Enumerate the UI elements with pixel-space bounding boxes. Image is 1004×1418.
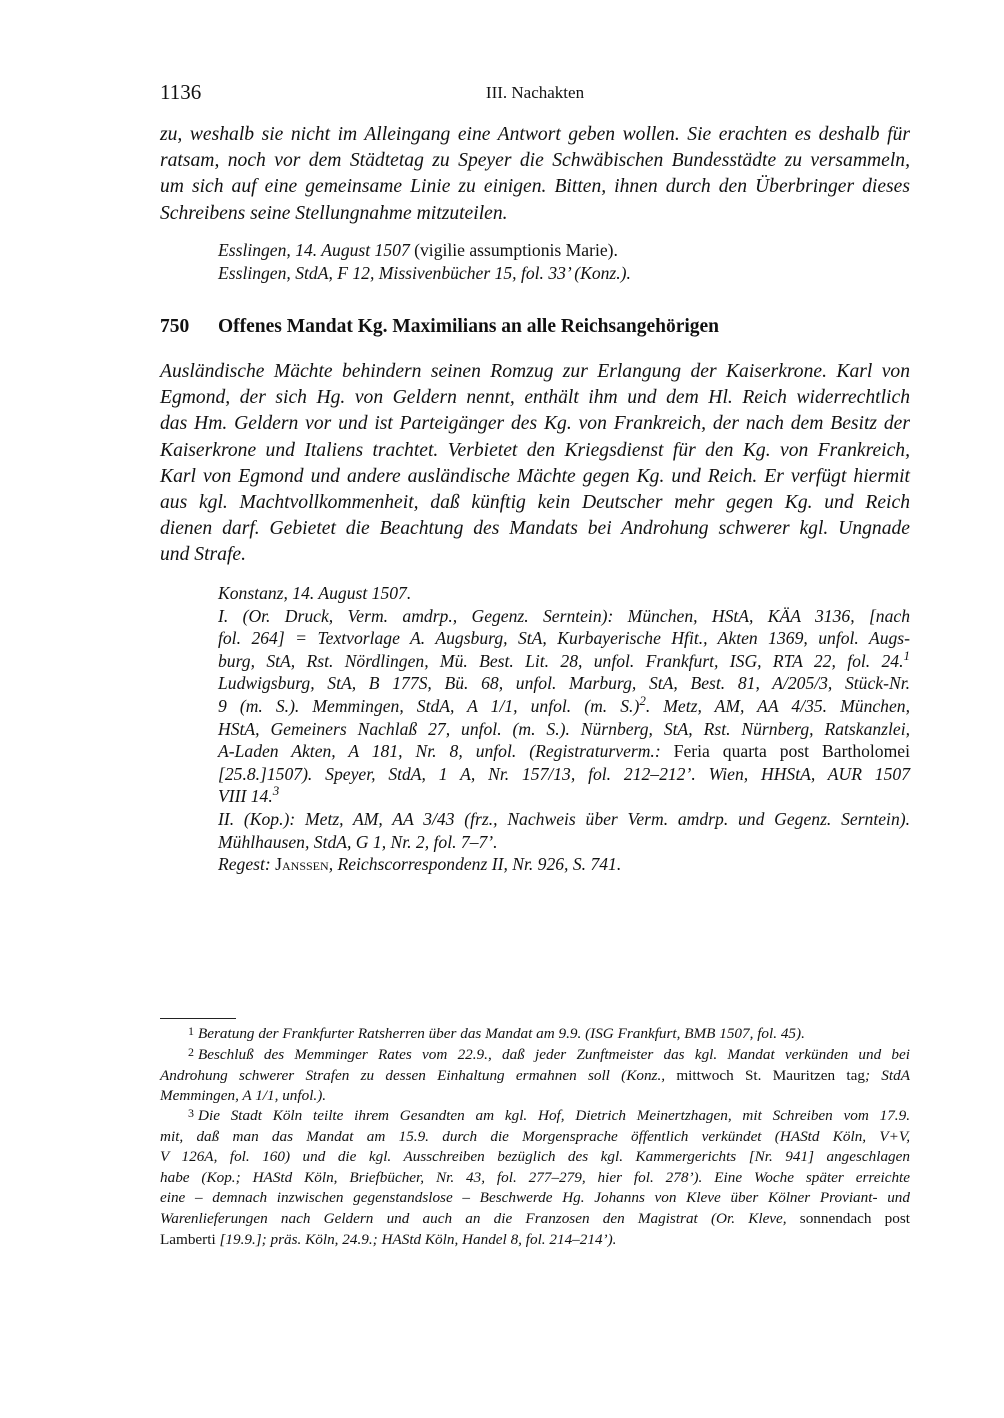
page-number: 1136 xyxy=(160,80,202,104)
summary-line: aus kgl. Machtvollkommenheit, daß künftig kein Deutscher mehr gegen Kg. und Reich xyxy=(160,492,910,514)
footnote-2 xyxy=(160,1042,910,1107)
running-header xyxy=(160,80,910,108)
footnote-text: Warenlieferungen nach Geldern und auch an die Franzosen den Magistrat (Or. Kleve, xyxy=(160,1209,800,1227)
source-line xyxy=(218,647,910,673)
date-gloss: (vigilie assumptionis Marie). xyxy=(409,240,618,260)
footnote-ref[interactable]: 3 xyxy=(272,783,280,799)
source-text: VIII 14. xyxy=(218,786,273,807)
footnote-line: V 126A, fol. 160) und die kgl. Ausschreiben bezüglich des kgl. Kammergerichts [Nr. 941] angeschlagen xyxy=(160,1148,910,1166)
source-line xyxy=(218,692,910,718)
summary-line: Ausländische Mächte behindern seinen Romzug zur Erlangung der Kaiserkrone. Karl von xyxy=(160,361,910,382)
quoted-note: mittwoch St. Mauritzen tag xyxy=(676,1066,865,1084)
footnote-text: Androhung schwerer Strafen zu dessen Einhaltung ermahnen soll (Konz., xyxy=(160,1066,677,1084)
footnote-line: eine – demnach inzwischen gegenstandslose – Beschwerde Hg. Johanns von Kleve über Kölner Proviant- und xyxy=(160,1189,910,1207)
summary-line: um sich auf eine gemeinsame Linie zu einigen. Bitten, ihnen durch den Überbringer dieses xyxy=(160,176,910,198)
footnote-text: [19.9.]; präs. Köln, 24.9.; HAStd Köln, Handel 8, fol. 214–214’). xyxy=(215,1230,617,1248)
footnote-text: ; StdA xyxy=(864,1066,910,1084)
footnote-separator xyxy=(160,1018,236,1019)
entry-title: Offenes Mandat Kg. Maximilians an alle Reichsangehörigen xyxy=(218,316,720,337)
source-line xyxy=(218,785,910,808)
regest-author: Janssen xyxy=(275,854,329,875)
footnote-text: Die Stadt Köln teilte ihrem Gesandten am kgl. Hof, Dietrich Meinertzhagen, mit Schreiben vom 17.9. xyxy=(198,1107,910,1124)
source-line: Esslingen, StdA, F 12, Missivenbücher 15, fol. 33’ (Konz.). xyxy=(218,262,631,283)
regest-line xyxy=(218,853,910,876)
date-line: Konstanz, 14. August 1507. xyxy=(218,583,412,603)
summary-line: Karl von Egmond und andere ausländische Mächte gegen Kg. und Reich. Er verfügt hiermit xyxy=(160,465,910,487)
source-line: [25.8.]1507). Speyer, StdA, 1 A, Nr. 157/13, fol. 212–212’. Wien, HHStA, AUR 1507 xyxy=(218,763,910,784)
entry-number: 750 xyxy=(160,316,190,337)
source-line: I. (Or. Druck, Verm. amdrp., Gegenz. Serntein): München, HStA, KÄA 3136, [nach xyxy=(218,605,910,626)
source-text: A-Laden Akten, A 181, Nr. 8, unfol. (Registraturverm.: xyxy=(218,741,674,762)
footnote-ref[interactable]: 2 xyxy=(639,692,646,708)
summary-line: das Hm. Geldern vor und ist Parteigänger des Kg. von Frankreich, der nach dem Besitz der xyxy=(160,413,910,435)
summary-line: und Strafe. xyxy=(160,544,246,566)
quoted-note: sonnendach post xyxy=(799,1209,910,1227)
footnote-mark: 3 xyxy=(188,1106,194,1120)
footnote-3 xyxy=(160,1103,910,1250)
footnote-line xyxy=(160,1066,910,1087)
footnote-line: Memmingen, A 1/1, unfol.). xyxy=(160,1087,327,1105)
footnote-mark: 1 xyxy=(188,1024,194,1038)
footnote-line: habe (Kop.; HAStd Köln, Briefbücher, Nr. 43, fol. 277–279, hier fol. 278’). Eine Woche später erreichte xyxy=(160,1168,910,1186)
footnote-text: Beschluß des Memminger Rates vom 22.9., daß jeder Zunftmeister das kgl. Mandat verkünden und bei xyxy=(198,1046,910,1063)
footnote-mark: 2 xyxy=(188,1045,194,1059)
previous-entry-dating xyxy=(218,239,910,284)
footnote-line xyxy=(160,1103,910,1127)
regest-label: Regest: xyxy=(218,854,276,875)
footnote-line xyxy=(160,1209,910,1230)
summary-line: Kaiserkrone und Italiens trachtet. Verbietet den Kriegsdienst für den Kg. von Frankreich, xyxy=(160,439,910,461)
footnote-line xyxy=(160,1042,910,1066)
date-line xyxy=(218,239,910,262)
entry-summary xyxy=(160,359,910,569)
footnote-line: mit, daß man das Mandat am 15.9. durch die Morgensprache öffentlich verkündet (HAStd Köln, V+V, xyxy=(160,1127,910,1145)
footnote-ref[interactable]: 1 xyxy=(903,647,910,663)
source-text: 9 (m. S.). Memmingen, StdA, A 1/1, unfol. (m. S.) xyxy=(218,695,640,716)
summary-line: Egmond, der sich Hg. von Geldern nennt, enthält ihm und dem Hl. Reich widerrechtlich xyxy=(160,387,910,409)
previous-entry-summary xyxy=(160,122,910,227)
footnote-line xyxy=(160,1230,910,1251)
summary-line: dienen darf. Gebietet die Beachtung des Mandats bei Androhung schwerer kgl. Ungnade xyxy=(160,518,910,540)
source-line: fol. 264] = Textvorlage A. Augsburg, StA, Kurbayerische Hfit., Akten 1369, unfol. Augs- xyxy=(218,628,910,649)
source-line: II. (Kop.): Metz, AM, AA 3/43 (frz., Nachweis über Verm. amdrp. und Gegenz. Serntein). xyxy=(218,808,910,829)
summary-line: zu, weshalb sie nicht im Alleingang eine Antwort geben wollen. Sie erachten es deshalb für xyxy=(160,124,910,145)
quoted-note: Feria quarta post Bartholomei xyxy=(673,741,910,762)
source-text: burg, StA, Rst. Nördlingen, Mü. Best. Lit. 28, unfol. Frankfurt, ISG, RTA 22, fol. 24. xyxy=(218,650,904,671)
running-title: III. Nachakten xyxy=(485,83,585,102)
source-line xyxy=(218,740,910,763)
source-line: Mühlhausen, StdA, G 1, Nr. 2, fol. 7–7’. xyxy=(218,831,498,852)
summary-line: Schreibens seine Stellungnahme mitzuteilen. xyxy=(160,202,508,224)
source-line: Ludwigsburg, StA, B 177S, Bü. 68, unfol. Marburg, StA, Best. 81, A/205/3, Stück-Nr. xyxy=(218,673,910,694)
summary-line: ratsam, noch vor dem Städtetag zu Speyer die Schwäbischen Bundesstädte zu versammeln, xyxy=(160,150,910,172)
regest-reference: , Reichscorrespondenz II, Nr. 926, S. 741. xyxy=(328,854,622,875)
entry-apparatus xyxy=(218,582,910,876)
source-text: . Metz, AM, AA 4/35. München, xyxy=(645,695,910,716)
date-place: Esslingen, 14. August 1507 xyxy=(218,240,410,260)
footnote-text: Beratung der Frankfurter Ratsherren über das Mandat am 9.9. (ISG Frankfurt, BMB 1507, fol. 45). xyxy=(198,1025,805,1042)
entry-heading xyxy=(160,316,910,338)
source-line: HStA, Gemeiners Nachlaß 27, unfol. (m. S.). Nürnberg, StA, Rst. Nürnberg, Ratskanzlei, xyxy=(218,718,910,739)
quoted-note: Lamberti xyxy=(160,1230,216,1248)
